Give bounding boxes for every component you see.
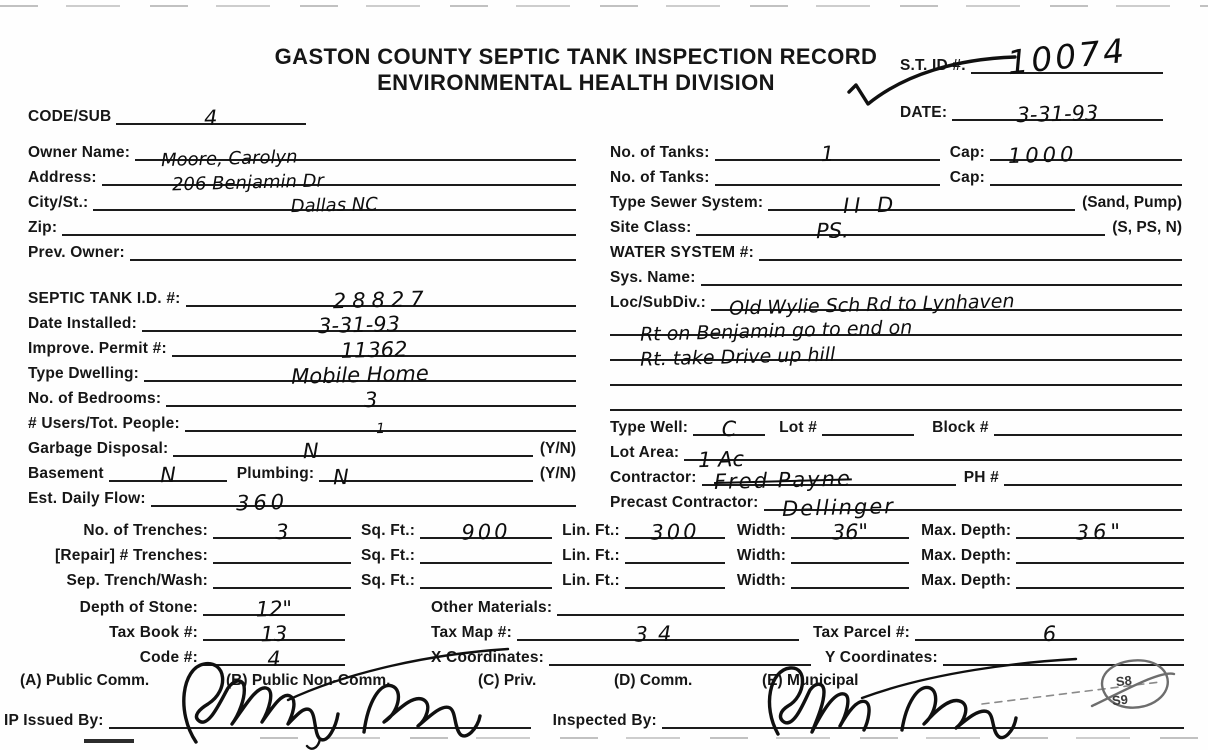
loc-subdiv-blank2: [610, 386, 1182, 411]
septic-id-value: 28827: [332, 286, 430, 314]
city-st-field: [28, 186, 576, 218]
depth-stone-label: Depth of Stone:: [79, 598, 198, 616]
basement-label: Basement: [28, 464, 104, 482]
contractor-value: Fred Payne: [713, 466, 852, 495]
type-dwelling-field: [28, 357, 576, 389]
loc-subdiv-cont2: [610, 311, 1182, 346]
tanks1-line: [715, 136, 940, 167]
trench-section: [28, 514, 1184, 589]
trench3-count-line: [213, 564, 351, 589]
tax-book-label: Tax Book #:: [109, 623, 198, 641]
form-title-line2: ENVIRONMENTAL HEALTH DIVISION: [377, 69, 775, 95]
daily-flow-label: Est. Daily Flow:: [28, 489, 146, 507]
trench1-count: 3: [274, 519, 289, 545]
tax-parcel-value: 6: [1042, 621, 1057, 647]
plumbing-label: Plumbing:: [236, 464, 315, 482]
ph-line: [1004, 461, 1182, 486]
precast-line: [764, 486, 1182, 522]
cap2-line: [990, 161, 1182, 186]
daily-flow-line: [151, 482, 576, 516]
garbage-value: N: [303, 438, 320, 464]
owner-name-value: Moore, Carolyn: [160, 146, 298, 172]
precast-label: Precast Contractor:: [610, 493, 759, 511]
trench3-label: Sep. Trench/Wash:: [66, 571, 208, 589]
septic-id-label: SEPTIC TANK I.D. #:: [28, 289, 181, 307]
trench2-depth-label: Max. Depth:: [921, 546, 1012, 564]
date-installed-line: [142, 307, 576, 339]
address-label: Address:: [28, 168, 97, 186]
users-line: [185, 407, 576, 438]
cap1-label: Cap:: [949, 143, 985, 161]
other-materials-line: [557, 591, 1184, 616]
tanks2-line: [715, 161, 940, 186]
trench1-depth: 36": [1075, 519, 1125, 545]
lot-area-line: [684, 436, 1182, 473]
code-sub-label: CODE/SUB: [28, 107, 112, 125]
category-b: (B) Public Non-Comm.: [226, 672, 391, 689]
tax-map-value: 34: [634, 621, 682, 647]
category-e: (E) Municipal: [762, 672, 859, 689]
trench1-lin-line: [625, 514, 725, 545]
zip-field: [28, 211, 576, 236]
cap1-line: [990, 136, 1182, 169]
lot-line: [822, 411, 914, 436]
bedrooms-line: [166, 382, 576, 413]
trench-row-2: [28, 539, 1184, 564]
trench2-count-line: [213, 539, 351, 564]
users-value: 1: [375, 420, 386, 438]
inspected-by-label: Inspected By:: [552, 711, 657, 729]
trench1-width-line: [791, 514, 909, 545]
code-label: Code #:: [139, 648, 198, 666]
prev-owner-field: [28, 236, 576, 261]
trench3-lin-line: [625, 564, 725, 589]
date-installed-value: 3-31-93: [317, 311, 401, 339]
zip-line: [62, 211, 576, 236]
plumbing-suffix: (Y/N): [539, 464, 576, 482]
type-well-line: [693, 411, 765, 442]
loc-subdiv-line4: [610, 361, 1182, 386]
owner-name-line: [135, 136, 576, 172]
city-st-value: Dallas NC: [290, 193, 379, 218]
block-label: Block #: [932, 418, 989, 436]
sewer-system-value: II D: [842, 192, 899, 219]
trench2-lin-line: [625, 539, 725, 564]
trench1-depth-label: Max. Depth:: [921, 521, 1012, 539]
bedrooms-field: [28, 382, 576, 413]
plumbing-value: N: [332, 465, 350, 490]
tanks1-label: No. of Tanks:: [610, 143, 710, 161]
trench3-sqft-label: Sq. Ft.:: [361, 571, 416, 589]
trench1-lin-label: Lin. Ft.:: [562, 521, 620, 539]
contractor-line: [702, 461, 956, 495]
city-st-line: [93, 186, 576, 218]
st-id-value: 10074: [1005, 30, 1129, 83]
tanks1-field: [610, 136, 1182, 169]
type-dwelling-line: [144, 357, 576, 389]
garbage-suffix: (Y/N): [539, 439, 576, 457]
trench1-label: No. of Trenches:: [83, 521, 208, 539]
site-class-line: [696, 211, 1105, 244]
improve-permit-line: [172, 332, 576, 363]
lot-area-label: Lot Area:: [610, 443, 680, 461]
tanks2-field: [610, 161, 1182, 186]
bedrooms-value: 3: [364, 387, 379, 413]
other-materials-label: Other Materials:: [431, 598, 553, 616]
prev-owner-line: [130, 236, 576, 261]
trench2-lin-label: Lin. Ft.:: [562, 546, 620, 564]
depth-stone-value: 12": [255, 596, 293, 622]
right-column: [610, 136, 1182, 522]
loc-subdiv-cont3: [610, 336, 1182, 371]
tax-map-line: [517, 616, 799, 647]
trench3-width-line: [791, 564, 909, 589]
st-id-label: S.T. ID #.: [900, 56, 966, 74]
garbage-line: [173, 432, 532, 464]
code-value: 4: [266, 646, 281, 672]
tanks1-value: 1: [820, 141, 835, 167]
trench3-sqft-line: [420, 564, 552, 589]
trench1-sqft-label: Sq. Ft.:: [361, 521, 416, 539]
basement-line: [109, 457, 227, 488]
form-title-line1: GASTON COUNTY SEPTIC TANK INSPECTION RECORD: [274, 44, 878, 69]
prev-owner-label: Prev. Owner:: [28, 243, 125, 261]
improve-permit-value: 11362: [340, 337, 408, 363]
sys-name-label: Sys. Name:: [610, 268, 696, 286]
trench3-lin-label: Lin. Ft.:: [562, 571, 620, 589]
tax-parcel-line: [915, 616, 1184, 647]
scan-artifact-top: [0, 5, 1208, 7]
bedrooms-label: No. of Bedrooms:: [28, 389, 162, 407]
sys-name-line: [701, 261, 1182, 286]
address-line: [102, 161, 576, 196]
loc-subdiv-line2: [610, 311, 1182, 346]
trench3-width-label: Width:: [736, 571, 787, 589]
loc-subdiv-value2: Rt on Benjamin go to end on: [639, 316, 913, 346]
site-class-suffix: (S, PS, N): [1112, 218, 1182, 236]
trench3-depth-label: Max. Depth:: [921, 571, 1012, 589]
sewer-system-label: Type Sewer System:: [610, 193, 764, 211]
category-d: (D) Comm.: [614, 672, 693, 689]
septic-id-line: [186, 282, 577, 314]
loc-subdiv-field: [610, 286, 1182, 320]
tax-book-value: 13: [260, 621, 288, 647]
tax-parcel-label: Tax Parcel #:: [812, 623, 911, 641]
loc-subdiv-line3: [610, 336, 1182, 371]
garbage-label: Garbage Disposal:: [28, 439, 169, 457]
tanks2-label: No. of Tanks:: [610, 168, 710, 186]
site-class-field: [610, 211, 1182, 244]
date-value: 3-31-93: [1016, 100, 1099, 128]
tax-book-line: [203, 616, 345, 647]
type-well-label: Type Well:: [610, 418, 689, 436]
trench2-width-label: Width:: [736, 546, 787, 564]
trench-row-1: [28, 514, 1184, 545]
type-dwelling-label: Type Dwelling:: [28, 364, 140, 382]
trench1-sqft: 900: [461, 519, 511, 545]
trench1-count-line: [213, 514, 351, 545]
trench1-width-label: Width:: [736, 521, 787, 539]
sys-name-field: [610, 261, 1182, 286]
loc-subdiv-line5: [610, 386, 1182, 411]
lot-area-field: [610, 436, 1182, 473]
trench2-depth-line: [1016, 539, 1184, 564]
date-installed-field: [28, 307, 576, 339]
category-a: (A) Public Comm.: [20, 672, 150, 689]
trench1-width: 36": [831, 519, 869, 545]
tax-row: [28, 616, 1184, 647]
plumbing-line: [319, 457, 533, 490]
spacer: [345, 616, 431, 641]
block-line: [994, 411, 1182, 436]
lot-label: Lot #: [779, 418, 818, 436]
loc-subdiv-label: Loc/SubDiv.:: [610, 293, 706, 311]
spacer: [345, 591, 431, 616]
spacer: [28, 261, 576, 282]
trench2-label: [Repair] # Trenches:: [54, 546, 208, 564]
y-coord-label: Y Coordinates:: [825, 648, 938, 666]
address-value: 206 Benjamin Dr: [171, 170, 324, 196]
trench1-lin: 300: [650, 519, 700, 545]
sewer-system-suffix: (Sand, Pump): [1082, 193, 1182, 211]
stamp-scribble: [1088, 652, 1178, 728]
sewer-system-field: [610, 186, 1182, 219]
zip-label: Zip:: [28, 218, 58, 236]
stamp-code-bottom: S9: [1111, 691, 1129, 709]
trench1-depth-line: [1016, 514, 1184, 545]
type-dwelling-value: Mobile Home: [290, 361, 430, 389]
improve-permit-label: Improve. Permit #:: [28, 339, 167, 357]
users-field: [28, 407, 576, 438]
type-well-value: C: [721, 416, 737, 442]
depth-stone-line: [203, 591, 345, 622]
basement-value: N: [159, 462, 176, 488]
trench2-width-line: [791, 539, 909, 564]
code-sub-line: [116, 101, 306, 131]
tax-map-label: Tax Map #:: [431, 623, 512, 641]
owner-name-field: [28, 136, 576, 172]
address-field: [28, 161, 576, 196]
owner-name-label: Owner Name:: [28, 143, 131, 161]
city-st-label: City/St.:: [28, 193, 89, 211]
water-system-label: WATER SYSTEM #:: [610, 243, 754, 261]
site-class-value: PS.: [816, 218, 850, 244]
stamp-code-top: S8: [1115, 672, 1133, 690]
trench2-sqft-line: [420, 539, 552, 564]
scan-artifact-dash: [84, 739, 134, 743]
water-system-line: [759, 236, 1182, 261]
code-sub-field: [28, 101, 306, 131]
improve-permit-field: [28, 332, 576, 363]
date-installed-label: Date Installed:: [28, 314, 137, 332]
cap2-label: Cap:: [949, 168, 985, 186]
precast-value: Dellinger: [781, 494, 895, 522]
loc-subdiv-value3: Rt. take Drive up hill: [639, 343, 836, 371]
loc-subdiv-value1: Old Wylie Sch Rd to Lynhaven: [728, 290, 1015, 320]
trench3-depth-line: [1016, 564, 1184, 589]
left-column: [28, 136, 576, 516]
precast-field: [610, 486, 1182, 522]
cap1-value: 1000: [1007, 142, 1078, 169]
issued-by-label: IP Issued By:: [4, 711, 104, 729]
daily-flow-value: 360: [235, 489, 289, 516]
code-sub-value: 4: [204, 105, 219, 131]
category-c: (C) Priv.: [478, 672, 537, 689]
date-line: [952, 94, 1163, 128]
sewer-system-line: [768, 186, 1075, 219]
ph-label: PH #: [963, 468, 999, 486]
loc-subdiv-blank1: [610, 361, 1182, 386]
site-class-label: Site Class:: [610, 218, 692, 236]
date-field: [900, 94, 1163, 128]
issued-by-signature: [168, 642, 513, 750]
trench1-sqft-line: [420, 514, 552, 545]
stone-materials-row: [28, 591, 1184, 622]
trench-row-3: [28, 564, 1184, 589]
contractor-label: Contractor:: [610, 468, 697, 486]
loc-subdiv-line1: [711, 286, 1182, 320]
x-coord-label: X Coordinates:: [431, 648, 545, 666]
type-well-field: [610, 411, 1182, 442]
users-label: # Users/Tot. People:: [28, 414, 180, 432]
garbage-field: [28, 432, 576, 464]
lot-area-value: 1 Ac: [698, 446, 745, 473]
date-label: DATE:: [900, 103, 948, 121]
trench2-sqft-label: Sq. Ft.:: [361, 546, 416, 564]
septic-id-field: [28, 282, 576, 314]
